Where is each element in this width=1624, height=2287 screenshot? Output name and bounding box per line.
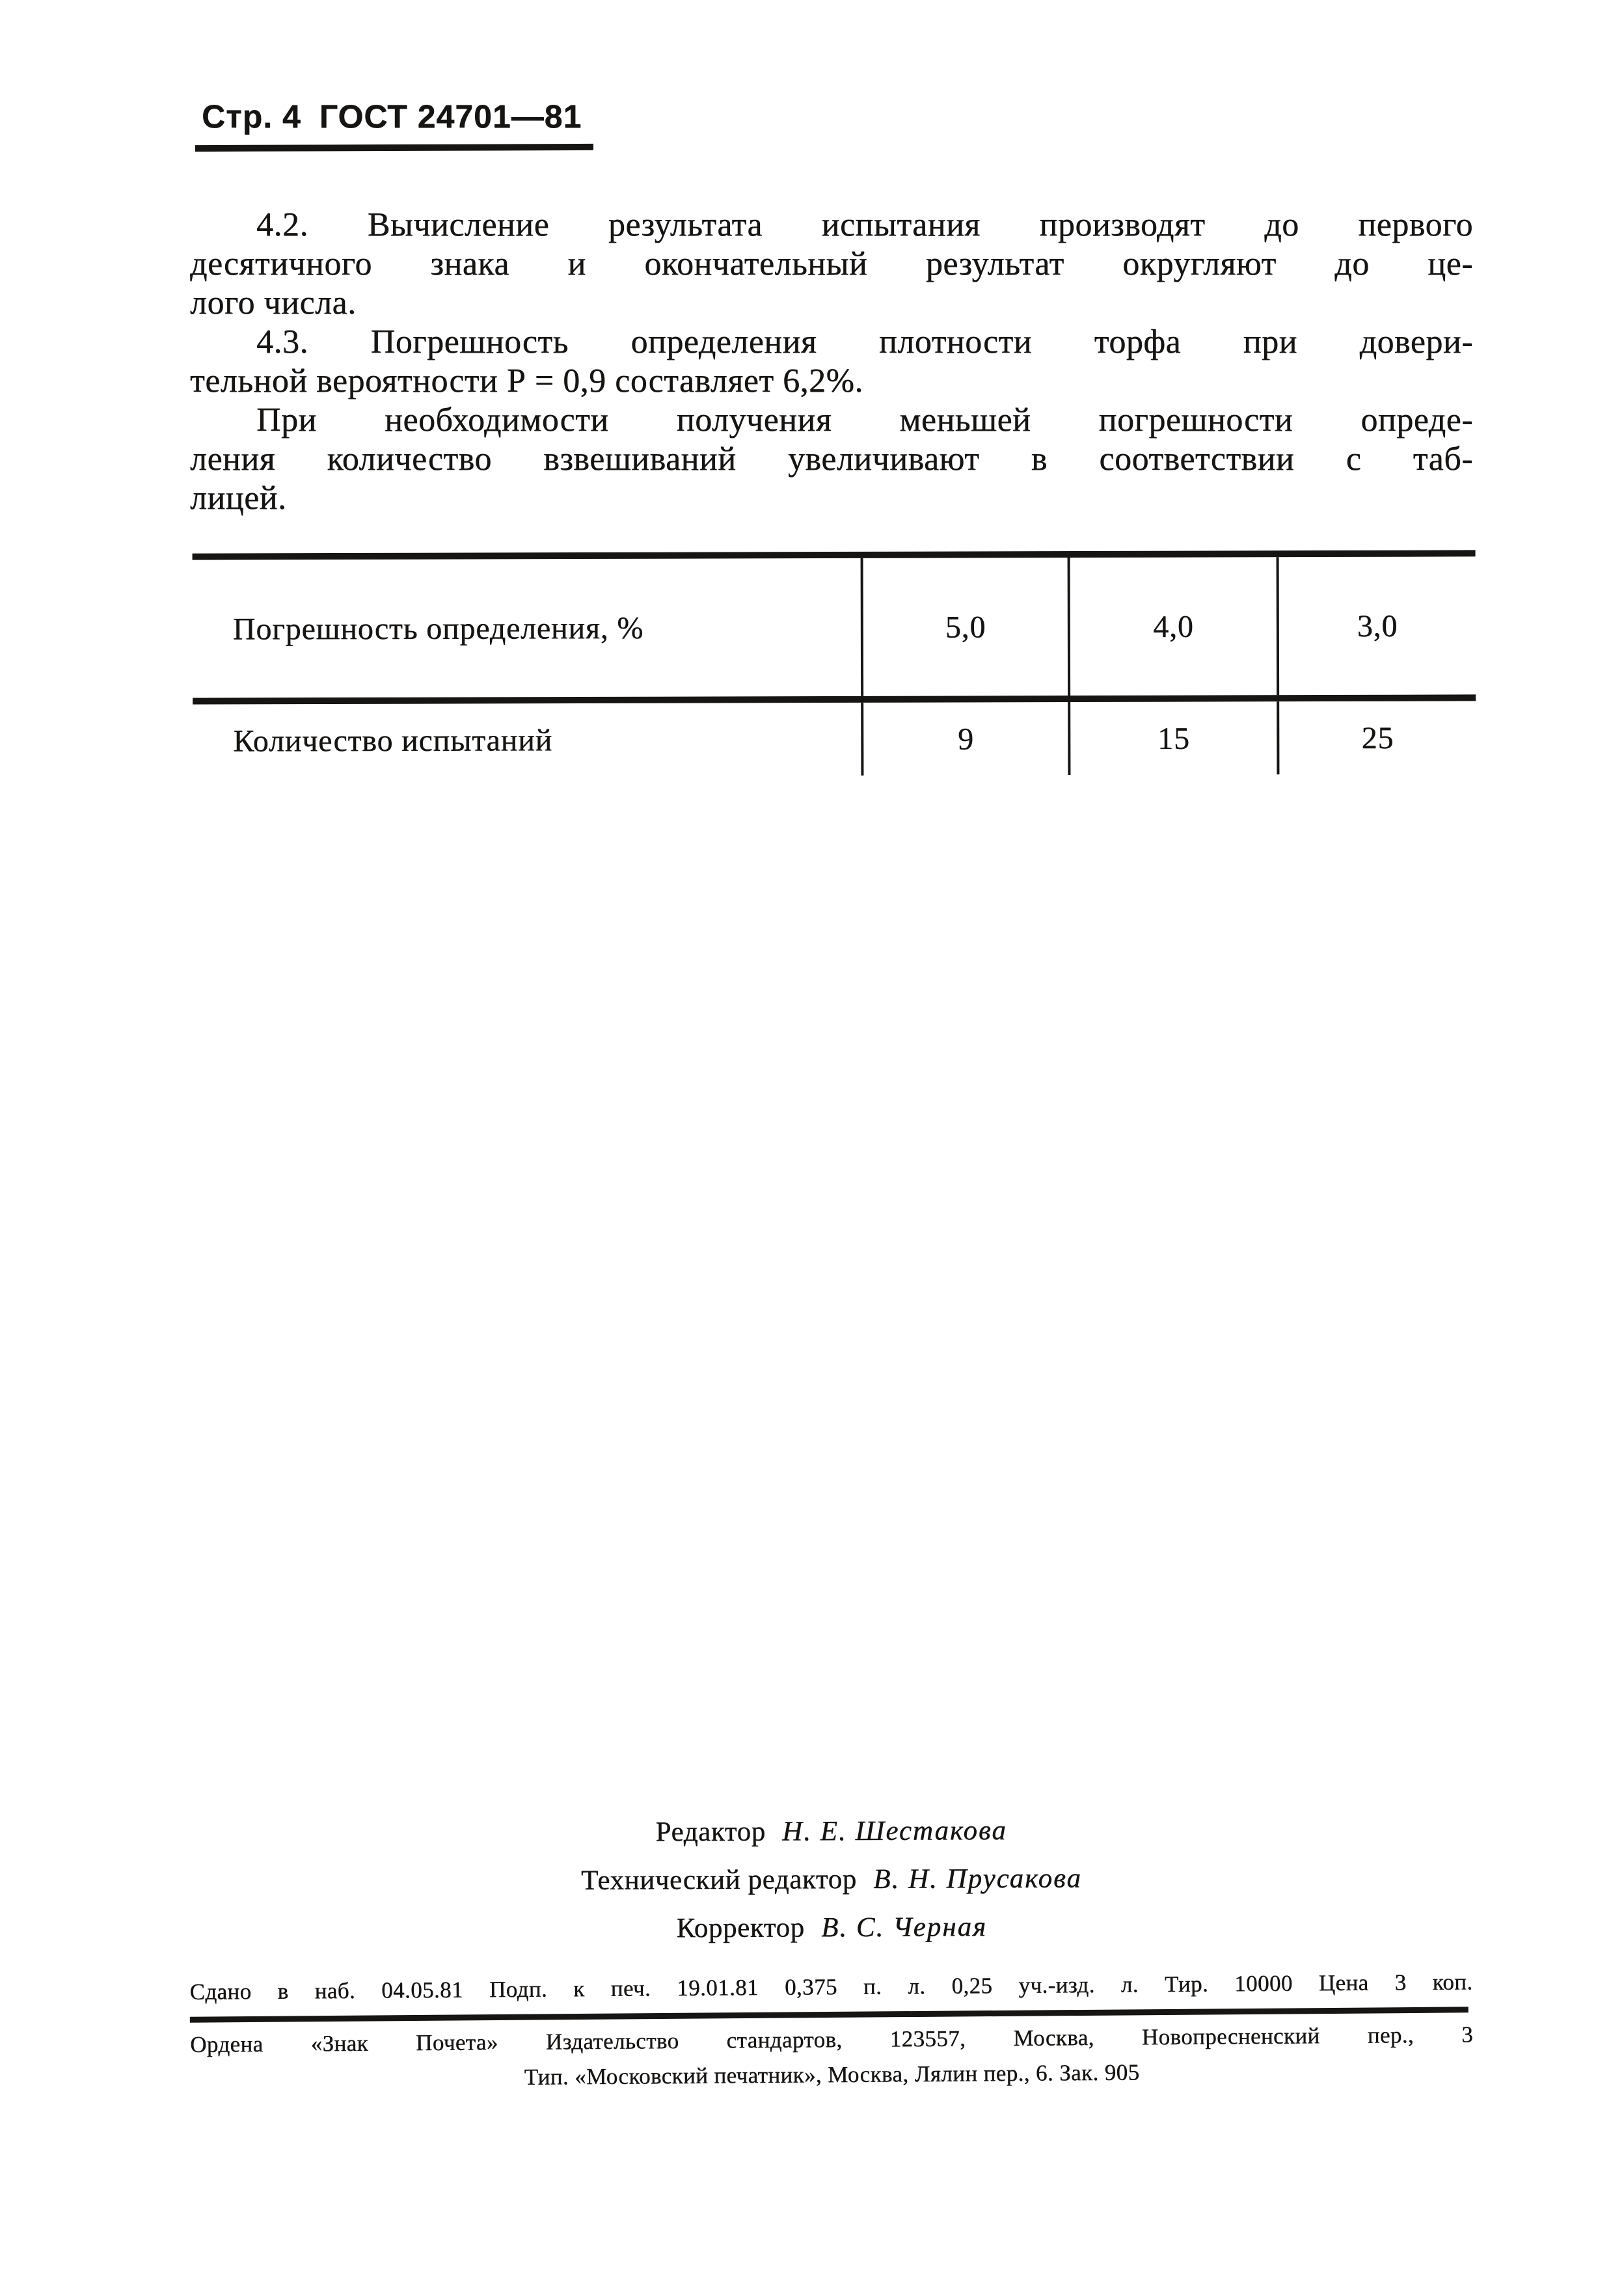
note-line-2: ления количество взвешиваний увеличивают в соответствии с таб- <box>190 440 1473 478</box>
table-row <box>193 701 1476 777</box>
imprint-publisher: Ордена «Знак Почета» Издательство стандартов, 123557, Москва, Новопресненский пер., 3 <box>189 2022 1474 2057</box>
clause-4-2-line-3: лого числа. <box>190 284 357 321</box>
clause-4-2-line-1: 4.2. Вычисление результата испытания производят до первого <box>256 206 1473 243</box>
note-line-3: лицей. <box>190 480 287 517</box>
credit-name: Н. Е. Шестакова <box>781 1815 1007 1847</box>
page-header <box>202 98 582 135</box>
table-row <box>193 556 1476 704</box>
credit-role: Редактор <box>655 1816 766 1848</box>
credit-name: В. Н. Прусакова <box>873 1863 1083 1895</box>
table-cell-error-value-3: 3,0 <box>1277 556 1476 695</box>
credit-editor <box>190 1805 1473 1859</box>
table-cell-error-value-2: 4,0 <box>1067 557 1277 696</box>
table-cell-tests-value-2: 15 <box>1068 701 1277 775</box>
header-rule <box>195 144 593 152</box>
credit-technical-editor <box>190 1853 1473 1907</box>
clause-4-3-line-1: 4.3. Погрешность определения плотности торфа при довери- <box>256 323 1473 360</box>
imprint-printing-house: Тип. «Московский печатник», Москва, Лялин пер., 6. Зак. 905 <box>524 2059 1140 2090</box>
credit-proofreader <box>190 1901 1473 1955</box>
note-line-1: При необходимости получения меньшей погрешности опреде- <box>256 401 1473 439</box>
standard-number-label: ГОСТ 24701—81 <box>319 98 582 135</box>
editorial-credits <box>190 1805 1474 1955</box>
clause-4-2-line-2: десятичного знака и окончательный результат округляют до це- <box>190 245 1473 282</box>
table-cell-error-value-1: 5,0 <box>861 558 1068 696</box>
imprint-block <box>189 1966 1473 2095</box>
document-body <box>190 206 1473 518</box>
credit-role: Технический редактор <box>580 1863 857 1896</box>
table-cell-tests-value-1: 9 <box>861 702 1068 776</box>
imprint-print-data: Сдано в наб. 04.05.81 Подп. к печ. 19.01.81 0,375 п. л. 0,25 уч.-изд. л. Тир. 10000 Цена 3 коп. <box>189 1969 1473 2005</box>
page-number-label: Стр. 4 <box>202 98 301 135</box>
clause-4-3-line-2: тельной вероятности Р = 0,9 составляет 6,2%. <box>190 362 863 399</box>
table-cell-error-label: Погрешность определения, % <box>232 610 644 646</box>
credit-role: Корректор <box>676 1912 805 1944</box>
credit-name: В. С. Черная <box>820 1911 988 1943</box>
weighings-table <box>193 550 1476 777</box>
table-cell-tests-label: Количество испытаний <box>233 722 553 758</box>
table-cell-tests-value-3: 25 <box>1277 701 1476 774</box>
